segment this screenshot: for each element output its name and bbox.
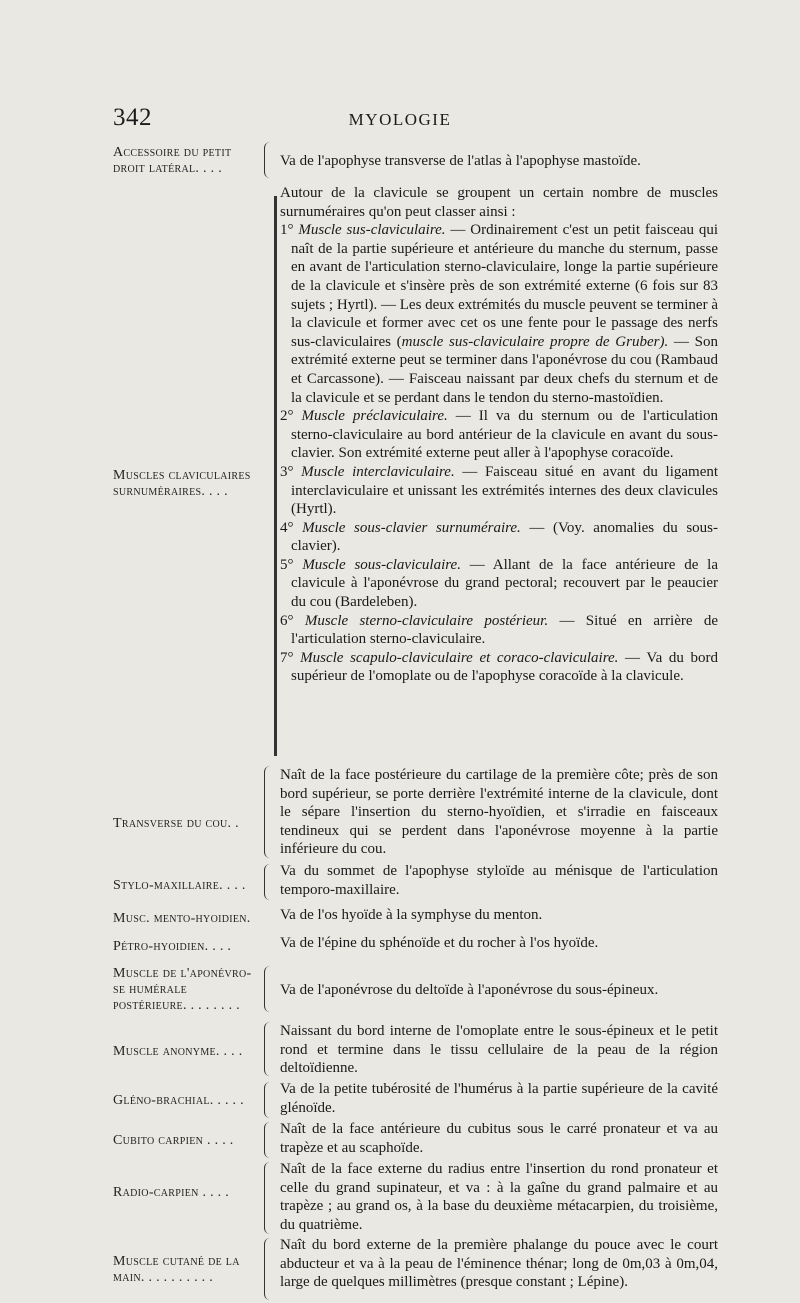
label-anonyme: Muscle anonyme. . . . <box>113 1044 243 1059</box>
brace <box>264 1022 273 1076</box>
label-radio: Radio-carpien . . . . <box>113 1185 230 1200</box>
desc-cubito <box>280 1120 718 1157</box>
label-cubito: Cubito carpien . . . . <box>113 1133 234 1148</box>
desc-text: Va de la petite tubérosité de l'humérus à la partie supérieure de la cavité glénoïde. <box>280 1081 718 1116</box>
item-number: 4° <box>280 519 294 536</box>
brace <box>264 966 273 1012</box>
desc-gleno <box>280 1080 718 1117</box>
label-accessoire: Accessoire du petit droit latéral. . . . <box>113 145 232 176</box>
desc-radio <box>280 1160 718 1234</box>
item-text: — Ordinairement c'est un petit faisceau qui naît de la partie supérieure et antérieure du manche du sternum, passe en avant de l'articulation sterno-claviculaire, longe la partie supérieure de la clavicule et s'insère près de son extrémité externe (6 fois sur 83 sujets ; Hyrtl). — Les deux extrémités du muscle peuvent se terminer à la clavicule et former avec cet os une fente pour le passage des nerfs sus-claviculaires ( <box>291 222 718 350</box>
muscle-name: Muscle sous-claviculaire. <box>302 556 461 573</box>
list-item <box>280 221 718 407</box>
label-mento: Musc. mento-hyoidien. <box>113 911 251 926</box>
desc-stylo <box>280 862 718 899</box>
list-item <box>280 407 718 463</box>
muscle-name: Muscle interclaviculaire. <box>301 463 455 480</box>
desc-transverse <box>280 766 718 859</box>
page-header <box>0 104 800 134</box>
page-number: 342 <box>113 104 152 131</box>
desc-text: Va de l'apophyse transverse de l'atlas à l'apophyse mastoïde. <box>280 153 641 169</box>
desc-text: Va de l'os hyoïde à la symphyse du menton. <box>280 907 543 923</box>
muscle-name: Muscle préclaviculaire. <box>301 408 448 425</box>
muscle-name: Muscle scapulo-claviculaire et coraco-claviculaire. <box>300 649 619 666</box>
muscle-name: Muscle sous-clavier surnuméraire. <box>302 519 521 536</box>
desc-text: Naît de la face externe du radius entre l'insertion du rond pronateur et celle du grand supinateur, et va : à la gaîne du grand palmaire et au trapèze ; au grand os, à la base du deuxième métacarpien, du troisième, du quatrième. <box>280 1161 718 1233</box>
label-stylo: Stylo-maxillaire. . . . <box>113 878 246 893</box>
brace <box>264 1122 273 1158</box>
desc-text: Naît de la face postérieure du cartilage de la première côte; près de son bord supérieur, se porte derrière l'extrémité interne de la clavicule, dont le sépare l'insertion du sterno-hyoïdien, et s'irradie en faisceaux tendineux qui se perdent dans l'aponévrose moyenne à la partie inférieure du cou. <box>280 767 718 858</box>
brace <box>264 142 273 178</box>
desc-intro: Autour de la clavicule se groupent un certain nombre de muscles surnuméraires qu'on peut classer ainsi : <box>280 185 718 220</box>
brace <box>264 1238 273 1300</box>
brace <box>264 864 273 900</box>
desc-mento <box>280 906 718 925</box>
brace <box>264 1162 273 1234</box>
item-text: — Il va du sternum ou de l'articulation sterno-claviculaire au bord antérieur de la clavicule en avant du sous-clavier. Son extrémité externe peut aller à l'apophyse coracoïde. <box>291 408 719 462</box>
desc-text: Va de l'aponévrose du deltoïde à l'aponévrose du sous-épineux. <box>280 982 659 998</box>
list-item <box>280 649 718 686</box>
item-number: 3° <box>280 463 294 480</box>
list-item <box>280 556 718 612</box>
label-cutane: Muscle cutané de la main. . . . . . . . . . <box>113 1254 240 1285</box>
desc-petro <box>280 934 718 953</box>
item-number: 2° <box>280 408 294 425</box>
list-item <box>280 463 718 519</box>
item-text: — Son extrémité externe peut se terminer dans l'aponévrose du cou (Rambaud et Carcassone). — Faisceau naissant par deux chefs du sternum et de la clavicule et se perdant dans le tendon du sterno-mastoïdien. <box>291 333 718 406</box>
label-aponevro: Muscle de l'aponévro-se humérale postérieure. . . . . . . . <box>113 966 252 1013</box>
item-number: 6° <box>280 612 294 629</box>
desc-claviculaires <box>280 184 718 686</box>
item-number: 7° <box>280 649 294 666</box>
desc-accessoire <box>280 152 718 171</box>
running-title: MYOLOGIE <box>348 110 452 129</box>
item-text: — Situé en arrière de l'articulation sterno-claviculaire. <box>291 612 719 648</box>
desc-cutane <box>280 1236 718 1292</box>
label-transverse: Transverse du cou. . <box>113 816 239 831</box>
label-claviculaires: Muscles claviculaires surnuméraires. . . . <box>113 468 251 499</box>
brace <box>264 766 273 858</box>
muscle-name: muscle sus-claviculaire propre de Gruber). <box>401 333 669 350</box>
label-gleno: Gléno-brachial. . . . . <box>113 1093 244 1108</box>
desc-text: Va de l'épine du sphénoïde et du rocher à l'os hyoïde. <box>280 935 599 951</box>
item-text: — (Voy. anomalies du sous-clavier). <box>291 519 718 555</box>
desc-text: Va du sommet de l'apophyse styloïde au ménisque de l'articulation temporo-maxillaire. <box>280 863 718 898</box>
item-text: — Allant de la face antérieure de la clavicule à l'aponévrose du grand pectoral; recouvert par le peaucier du cou (Bardeleben). <box>291 556 718 611</box>
desc-text: Naît du bord externe de la première phalange du pouce avec le court abducteur et va à la peau de l'éminence thénar; long de 0m,03 à 0m,04, large de quelques millimètres (presque constant ; Lépine). <box>280 1237 718 1291</box>
desc-text: Naît de la face antérieure du cubitus sous le carré pronateur et va au trapèze et au scaphoïde. <box>280 1121 718 1156</box>
brace <box>264 1082 273 1118</box>
list-item <box>280 612 718 649</box>
item-text: — Faisceau situé en avant du ligament interclaviculaire et unissant les extrémités internes des deux clavicules (Hyrtl). <box>291 463 719 518</box>
desc-aponevro <box>280 981 718 1000</box>
desc-text: Naissant du bord interne de l'omoplate entre le sous-épineux et le petit rond et termine dans le tissu cellulaire de la peau de la région deltoïdienne. <box>280 1023 718 1077</box>
brace <box>274 196 277 756</box>
muscle-name: Muscle sterno-claviculaire postérieur. <box>304 612 549 629</box>
item-text: — Va du bord supérieur de l'omoplate ou de l'apophyse coracoïde à la clavicule. <box>291 649 718 685</box>
label-petro: Pétro-hyoidien. . . . <box>113 939 232 954</box>
item-number: 1° <box>280 222 294 239</box>
muscle-name: Muscle sus-claviculaire. <box>298 222 446 239</box>
desc-anonyme <box>280 1022 718 1078</box>
item-number: 5° <box>280 556 294 573</box>
list-item <box>280 519 718 556</box>
